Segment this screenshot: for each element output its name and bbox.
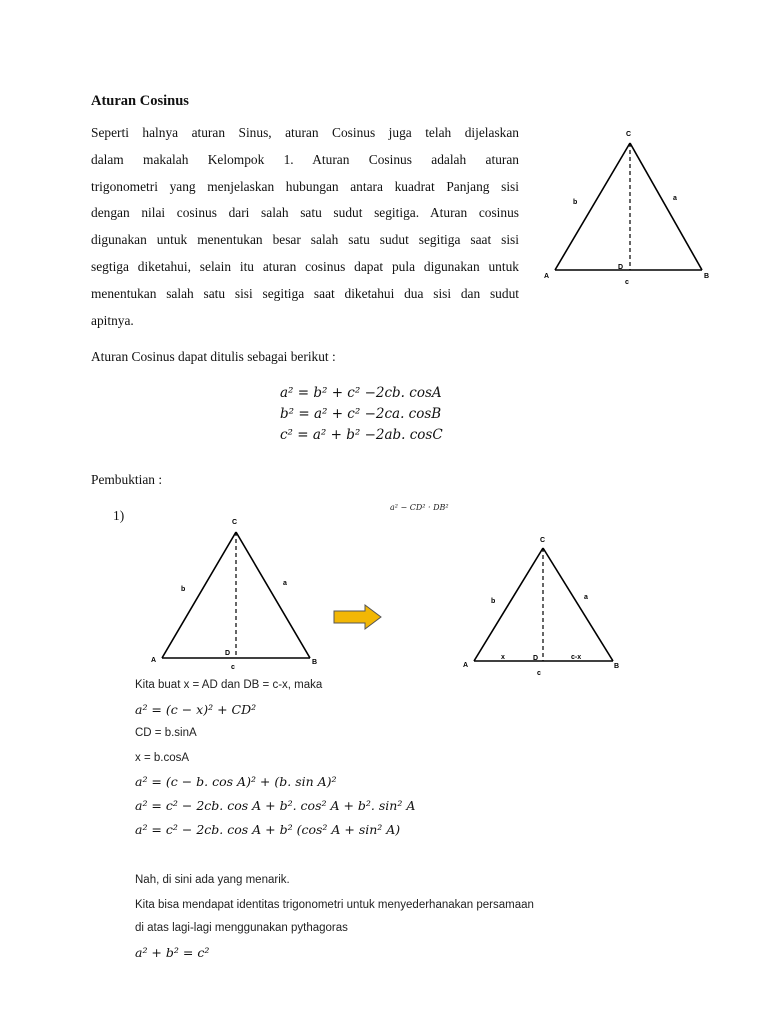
vertex-label-c: C — [232, 519, 238, 526]
paragraph-line: menentukan salah satu sisi segitiga saat diketahui dua sisi dan sudut — [91, 285, 519, 301]
small-formula: a² − CD² · DB² — [390, 503, 449, 512]
proof-line: Kita bisa mendapat identitas trigonometri untuk menyederhanakan persamaan — [135, 899, 534, 911]
proof-formula: a² = c² − 2cb. cos A + b². cos² A + b². sin² A — [135, 798, 416, 813]
paragraph-line: apitnya. — [91, 312, 134, 328]
proof-formula: a² = (c − x)² + CD² — [135, 702, 257, 717]
formula-a — [280, 385, 442, 401]
item-number: 1) — [113, 508, 125, 523]
intro-paragraph — [91, 120, 519, 334]
proof-line: x = b.cosA — [135, 752, 190, 764]
triangle-diagram-top — [540, 125, 720, 290]
vertex-label-c: C — [540, 537, 546, 544]
vertex-label-c: C — [626, 131, 632, 138]
vertex-label-a: A — [544, 273, 550, 280]
formula-c — [280, 427, 443, 443]
triangle-diagram-proof-right — [455, 530, 635, 680]
arrow-right-icon — [333, 604, 383, 630]
proof-line: Nah, di sini ada yang menarik. — [135, 874, 290, 886]
side-label-a: a — [584, 594, 588, 601]
paragraph-line: Seperti halnya aturan Sinus, aturan Cosinus juga telah dijelaskan — [91, 125, 519, 140]
side-label-c: c — [231, 664, 235, 671]
proof-formula: a² = (c − b. cos A)² + (b. sin A)² — [135, 774, 337, 789]
proof-line: Kita buat x = AD dan DB = c-x, maka — [135, 679, 323, 691]
vertex-label-b: B — [614, 663, 620, 670]
foot-label-d: D — [618, 264, 624, 271]
side-label-b: b — [181, 586, 186, 593]
side-label-b: b — [491, 598, 496, 605]
foot-label-d: D — [225, 650, 231, 657]
segment-label-x: x — [501, 654, 505, 661]
segment-label-c-minus-x: c-x — [571, 654, 582, 661]
formula-text: c² = a² + b² −2ab. cosC — [280, 427, 443, 443]
paragraph-line: dalam makalah Kelompok 1. Aturan Cosinus adalah aturan — [91, 151, 519, 167]
vertex-label-a: A — [151, 657, 157, 664]
proof-line: di atas lagi-lagi menggunakan pythagoras — [135, 922, 348, 934]
paragraph-line: dengan nilai cosinus dari salah satu sudut segitiga. Aturan cosinus — [91, 205, 519, 221]
proof-formula: a² = c² − 2cb. cos A + b² (cos² A + sin² A) — [135, 822, 401, 837]
triangle-diagram-proof-left — [145, 512, 330, 672]
paragraph-line: digunakan untuk menentukan besar salah satu sudut segitiga saat sisi — [91, 232, 519, 248]
foot-label-d: D — [533, 655, 539, 662]
vertex-label-a: A — [463, 662, 469, 669]
proof-heading: Pembuktian : — [91, 472, 163, 487]
side-label-a: a — [283, 580, 287, 587]
side-label-b: b — [573, 199, 578, 206]
formula-intro: Aturan Cosinus dapat ditulis sebagai berikut : — [91, 349, 336, 364]
paragraph-line: segtiga diketahui, selain itu aturan cosinus dapat pula digunakan untuk — [91, 258, 519, 274]
formula-text: b² = a² + c² −2ca. cosB — [280, 406, 442, 422]
side-label-c: c — [625, 279, 629, 286]
proof-formula: a² + b² = c² — [135, 945, 210, 960]
vertex-label-b: B — [312, 659, 318, 666]
side-label-c: c — [537, 670, 541, 677]
formula-text: a² = b² + c² −2cb. cosA — [280, 385, 442, 401]
section-title: Aturan Cosinus — [91, 93, 189, 109]
paragraph-line: trigonometri yang menjelaskan hubungan antara kuadrat Panjang sisi — [91, 178, 519, 194]
vertex-label-b: B — [704, 273, 710, 280]
formula-b — [280, 406, 441, 422]
side-label-a: a — [673, 195, 677, 202]
proof-line: CD = b.sinA — [135, 727, 197, 739]
